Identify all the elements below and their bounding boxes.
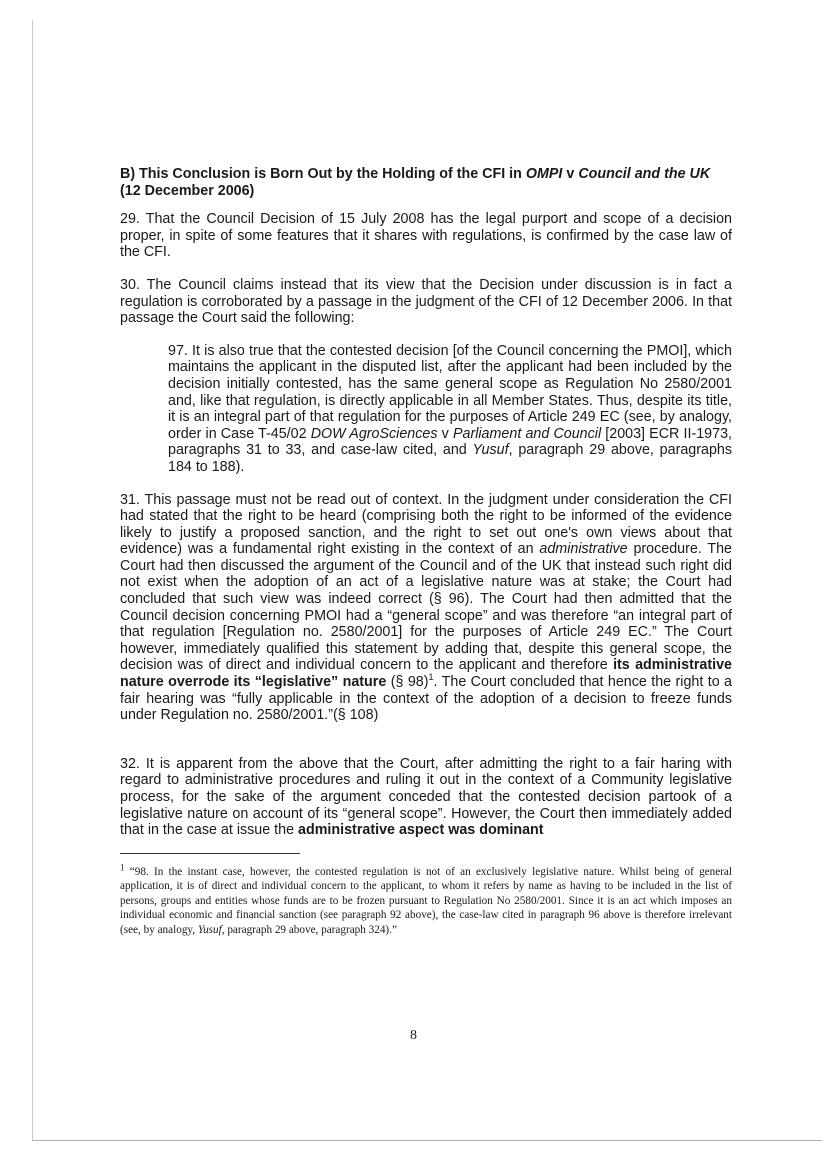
section-heading: B) This Conclusion is Born Out by the Holding of the CFI in OMPI v Council and the UK (12 December 2006) (120, 166, 711, 199)
footnote-separator (120, 853, 300, 854)
footnote-reference[interactable]: 1 (428, 672, 434, 683)
page-bottom-edge (32, 1140, 822, 1141)
paragraph-31: 31. This passage must not be read out of context. In the judgment under consideration the CFI had stated that the right to be heard (comprising both the right to be informed of the evidence likely to justify a proposed sanction, and the right to set out one's own views about that evidence) was a fundamental right existing in the context of an administrative procedure. The Court had then discussed the argument of the Council and of the UK that instead such right did not exist when the adoption of an act of a legislative nature was at stake; the Court had concluded that such view was indeed correct (§ 96). The Court had then admitted that the Council decision concerning PMOI had a “general scope” and was therefore “an integral part of that regulation [Regulation no. 2580/2001] for the purposes of Article 249 EC.” The Court however, immediately qualified this statement by adding that, despite this general scope, the decision was of direct and individual concern to the applicant and therefore its administrative nature overrode its “legislative” nature (§ 98)$^1$. The Court concluded that hence the right to a fair hearing was “fully applicable in the context of the adoption of a decision to freeze funds under Regulation no. 2580/2001.”(§ 108) (120, 491, 733, 724)
paragraph-32: 32. It is apparent from the above that the Court, after admitting the right to a fair haring with regard to administrative procedures and ruling it out in the context of a Community legislative process, for the sake of the argument conceded that the contested decision partook of a legislative nature on account of its “general scope”. However, the Court then immediately added that in the case at issue the administrative aspect was dominant (120, 755, 732, 839)
block-quote-97: 97. It is also true that the contested decision [of the Council concerning the PMOI], which maintains the applicant in the disputed list, after the applicant had been included by the decision initially contested, has the same general scope as Regulation No 2580/2001 and, like that regulation, is directly applicable in all Member States. Thus, despite its title, it is an integral part of that regulation for the purposes of Article 249 EC (see, by analogy, order in Case T-45/02 DOW AgroSciences v Parliament and Council [2003] ECR II-1973, paragraphs 31 to 33, and case-law cited, and Yusuf, paragraph 29 above, paragraphs 184 to 188). (168, 342, 732, 475)
document-body (120, 166, 732, 948)
paragraph-30: 30. The Council claims instead that its view that the Decision under discussion is in fact a regulation is corroborated by a passage in the judgment of the CFI of 12 December 2006. In that passage the Court said the following: (120, 276, 732, 327)
footnote-1: $^1$ “98. In the instant case, however, the contested regulation is not of an exclusively legislative nature. Whilst being of general application, it is of direct and individual concern to the applicant, to whom it refers by name as having to be included in the list of persons, groups and entities whose funds are to be frozen pursuant to Regulation No 2580/2001. Since it is an act which imposes an individual economic and financial sanction (see paragraph 92 above), the case-law cited in paragraph 96 above is therefore irrelevant (see, by analogy, Yusuf, paragraph 29 above, paragraph 324).” (120, 862, 732, 936)
paragraph-29: 29. That the Council Decision of 15 July 2008 has the legal purport and scope of a decision proper, in spite of some features that it shares with regulations, is confirmed by the case law of the CFI. (120, 211, 732, 261)
page-left-edge (32, 20, 33, 1140)
page-number: 8 (410, 1028, 417, 1043)
